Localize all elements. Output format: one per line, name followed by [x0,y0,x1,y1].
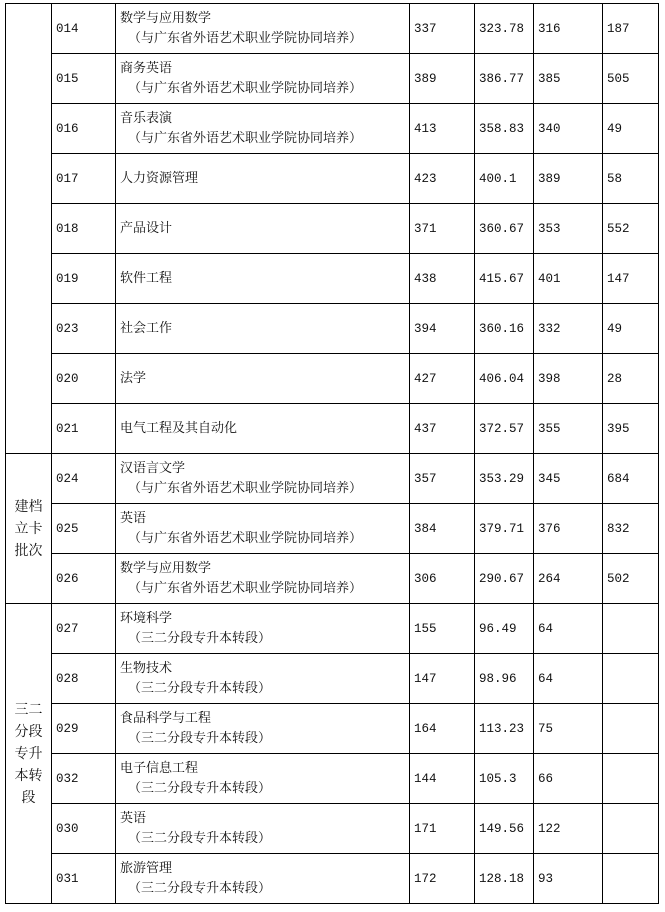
major-cell [116,854,410,904]
rank-cell: 49 [603,104,659,154]
score-max-cell: 147 [410,654,475,704]
score-max-cell: 437 [410,404,475,454]
score-avg-cell: 415.67 [475,254,534,304]
score-avg-cell: 358.83 [475,104,534,154]
major-note: （三二分段专升本转段） [128,680,272,696]
score-max-cell: 306 [410,554,475,604]
score-max-cell: 427 [410,354,475,404]
score-min-cell: 376 [534,504,603,554]
rank-cell: 395 [603,404,659,454]
major-cell [116,504,410,554]
table-row [6,804,659,854]
major-name: 商务英语 [120,60,173,76]
rank-cell [603,604,659,654]
score-avg-cell: 105.3 [475,754,534,804]
major-note: （三二分段专升本转段） [128,730,272,746]
score-min-cell: 398 [534,354,603,404]
major-cell [116,254,410,304]
score-max-cell: 394 [410,304,475,354]
rank-cell: 505 [603,54,659,104]
score-max-cell: 423 [410,154,475,204]
score-avg-cell: 113.23 [475,704,534,754]
major-cell [116,354,410,404]
major-cell [116,104,410,154]
major-note: （与广东省外语艺术职业学院协同培养） [128,580,363,596]
major-name: 数学与应用数学 [120,10,212,26]
code-cell: 018 [52,204,116,254]
major-note: （三二分段专升本转段） [128,780,272,796]
table-row [6,754,659,804]
rank-cell: 502 [603,554,659,604]
code-cell: 020 [52,354,116,404]
major-cell [116,804,410,854]
table-body [6,4,659,904]
code-cell: 019 [52,254,116,304]
code-cell: 015 [52,54,116,104]
score-max-cell: 171 [410,804,475,854]
table-row [6,254,659,304]
score-avg-cell: 372.57 [475,404,534,454]
batch-cell [6,604,52,904]
score-avg-cell: 400.1 [475,154,534,204]
score-min-cell: 66 [534,754,603,804]
major-cell [116,54,410,104]
table-row [6,554,659,604]
table-row [6,654,659,704]
code-cell: 021 [52,404,116,454]
score-avg-cell: 353.29 [475,454,534,504]
major-cell [116,704,410,754]
rank-cell [603,704,659,754]
score-max-cell: 438 [410,254,475,304]
score-min-cell: 345 [534,454,603,504]
major-cell [116,4,410,54]
code-cell: 017 [52,154,116,204]
rank-cell: 832 [603,504,659,554]
table-row [6,704,659,754]
batch-label: 三二分段专升本转段 [14,701,43,806]
major-cell [116,304,410,354]
major-note: （三二分段专升本转段） [128,630,272,646]
rank-cell: 28 [603,354,659,404]
score-max-cell: 144 [410,754,475,804]
score-avg-cell: 290.67 [475,554,534,604]
score-avg-cell: 128.18 [475,854,534,904]
major-name: 音乐表演 [120,110,173,126]
code-cell: 026 [52,554,116,604]
table-row [6,504,659,554]
table-row [6,204,659,254]
score-min-cell: 401 [534,254,603,304]
major-name: 生物技术 [120,660,173,676]
score-avg-cell: 379.71 [475,504,534,554]
rank-cell: 147 [603,254,659,304]
score-avg-cell: 360.67 [475,204,534,254]
table-row [6,104,659,154]
score-min-cell: 93 [534,854,603,904]
rank-cell: 552 [603,204,659,254]
score-max-cell: 413 [410,104,475,154]
major-cell [116,554,410,604]
score-max-cell: 337 [410,4,475,54]
score-max-cell: 389 [410,54,475,104]
score-min-cell: 264 [534,554,603,604]
code-cell: 032 [52,754,116,804]
code-cell: 014 [52,4,116,54]
score-min-cell: 64 [534,604,603,654]
major-name: 数学与应用数学 [120,560,212,576]
score-max-cell: 357 [410,454,475,504]
major-cell [116,604,410,654]
major-note: （与广东省外语艺术职业学院协同培养） [128,80,363,96]
table-row [6,304,659,354]
table-row [6,354,659,404]
score-min-cell: 122 [534,804,603,854]
code-cell: 028 [52,654,116,704]
admission-score-table [5,3,659,904]
table-row [6,604,659,654]
major-note: （与广东省外语艺术职业学院协同培养） [128,130,363,146]
rank-cell [603,854,659,904]
table-row [6,454,659,504]
major-name: 人力资源管理 [120,170,199,186]
major-name: 汉语言文学 [120,460,186,476]
rank-cell [603,754,659,804]
major-note: （与广东省外语艺术职业学院协同培养） [128,30,363,46]
major-note: （三二分段专升本转段） [128,880,272,896]
major-note: （三二分段专升本转段） [128,830,272,846]
table-row [6,54,659,104]
major-name: 旅游管理 [120,860,173,876]
major-name: 电气工程及其自动化 [120,420,238,436]
major-note: （与广东省外语艺术职业学院协同培养） [128,530,363,546]
score-min-cell: 355 [534,404,603,454]
code-cell: 025 [52,504,116,554]
major-name: 产品设计 [120,220,173,236]
major-name: 英语 [120,810,147,826]
table-row [6,154,659,204]
score-min-cell: 389 [534,154,603,204]
code-cell: 027 [52,604,116,654]
code-cell: 030 [52,804,116,854]
batch-cell [6,4,52,454]
score-min-cell: 353 [534,204,603,254]
batch-label: 建档立卡批次 [14,498,43,559]
code-cell: 029 [52,704,116,754]
major-name: 环境科学 [120,610,173,626]
rank-cell: 684 [603,454,659,504]
score-max-cell: 172 [410,854,475,904]
code-cell: 031 [52,854,116,904]
code-cell: 016 [52,104,116,154]
major-cell [116,754,410,804]
major-cell [116,654,410,704]
score-max-cell: 155 [410,604,475,654]
major-name: 法学 [120,370,147,386]
table-row [6,4,659,54]
rank-cell: 187 [603,4,659,54]
rank-cell: 58 [603,154,659,204]
major-cell [116,454,410,504]
score-min-cell: 75 [534,704,603,754]
rank-cell [603,804,659,854]
table-row [6,404,659,454]
rank-cell [603,654,659,704]
rank-cell: 49 [603,304,659,354]
score-min-cell: 64 [534,654,603,704]
score-avg-cell: 360.16 [475,304,534,354]
major-name: 食品科学与工程 [120,710,212,726]
code-cell: 024 [52,454,116,504]
score-min-cell: 385 [534,54,603,104]
table-row [6,854,659,904]
score-min-cell: 332 [534,304,603,354]
code-cell: 023 [52,304,116,354]
score-max-cell: 371 [410,204,475,254]
score-avg-cell: 386.77 [475,54,534,104]
major-note: （与广东省外语艺术职业学院协同培养） [128,480,363,496]
batch-cell [6,454,52,604]
score-max-cell: 164 [410,704,475,754]
major-cell [116,404,410,454]
score-avg-cell: 96.49 [475,604,534,654]
score-avg-cell: 149.56 [475,804,534,854]
score-avg-cell: 406.04 [475,354,534,404]
score-min-cell: 340 [534,104,603,154]
score-avg-cell: 98.96 [475,654,534,704]
score-max-cell: 384 [410,504,475,554]
major-cell [116,204,410,254]
major-cell [116,154,410,204]
major-name: 软件工程 [120,270,173,286]
major-name: 电子信息工程 [120,760,199,776]
score-avg-cell: 323.78 [475,4,534,54]
major-name: 英语 [120,510,147,526]
score-min-cell: 316 [534,4,603,54]
major-name: 社会工作 [120,320,173,336]
